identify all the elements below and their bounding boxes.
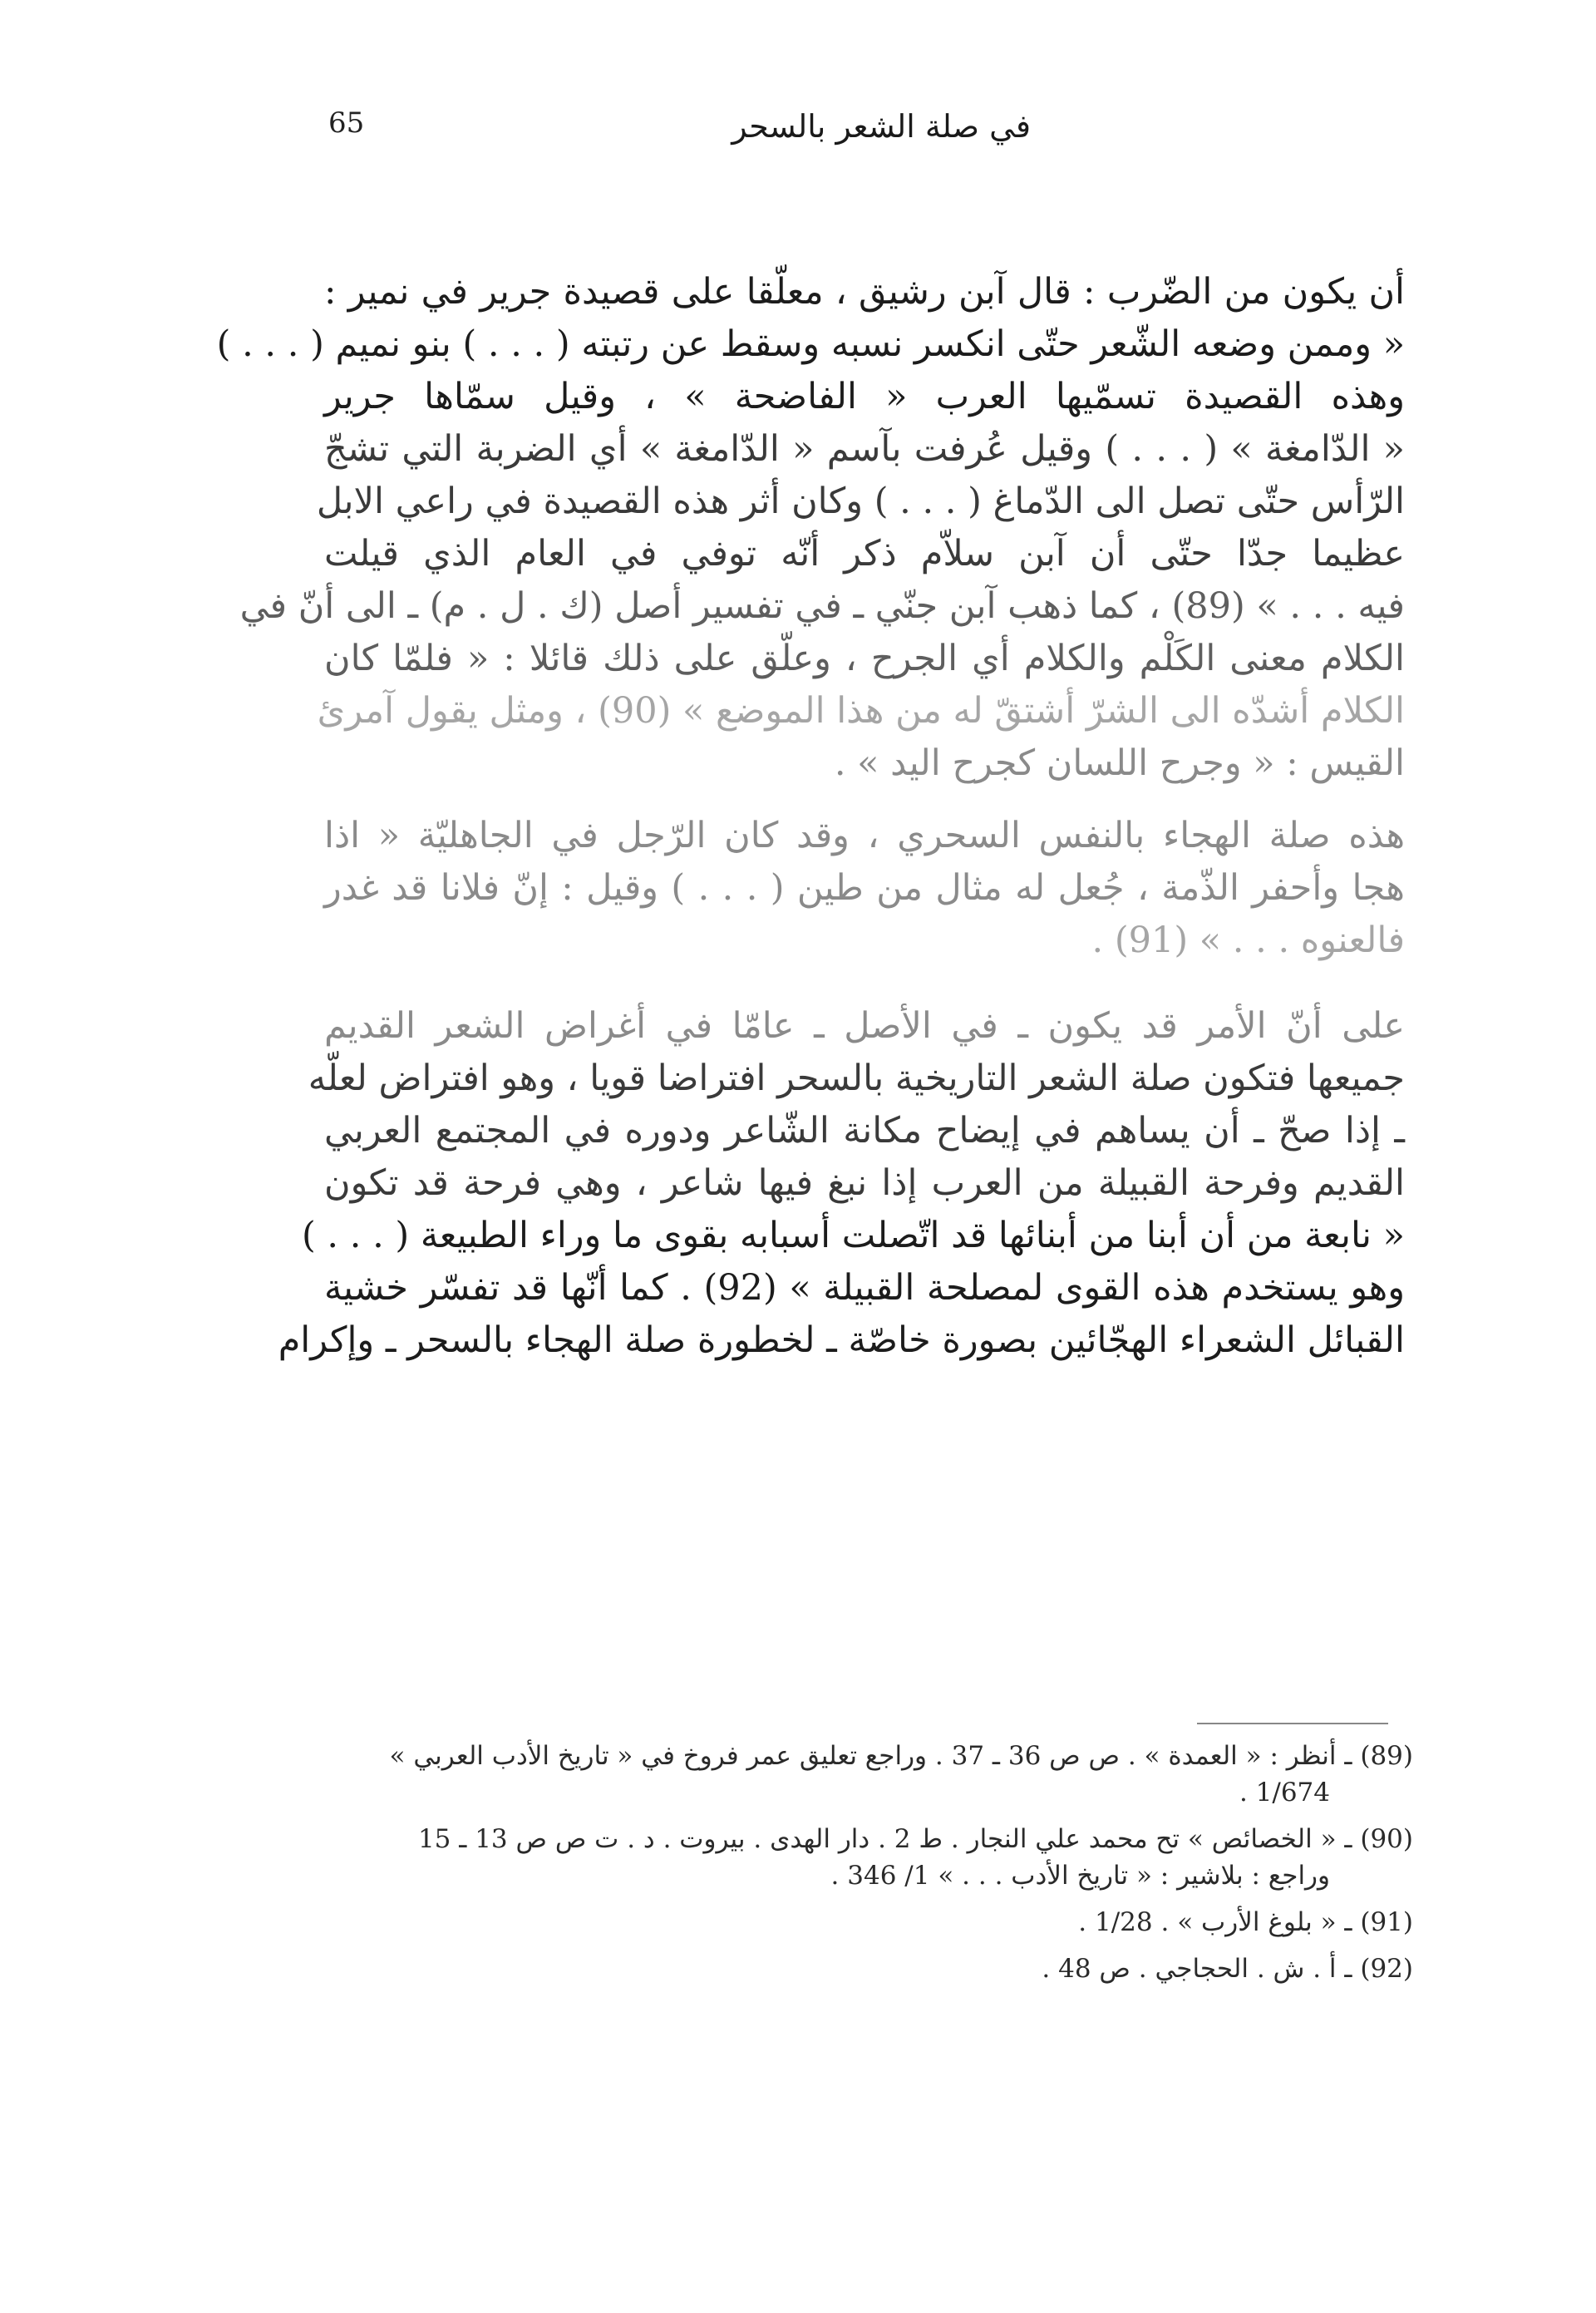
- running-head: في صلة الشعر بالسحر: [732, 108, 1031, 145]
- page-number: 65: [328, 106, 365, 140]
- paragraph-3: [278, 1000, 1405, 1367]
- body-text: [216, 266, 1405, 1367]
- footnote-91: [316, 1904, 1413, 1941]
- text-line: أن يكون من الضّرب : قال آبن رشيق ، معلّقا على قصيدة جرير في نمير :: [324, 271, 1405, 313]
- text-line: « الدّامغة » ( . . . ) وقيل عُرفت بآسم « الدّامغة » أي الضربة التي تشجّ: [324, 428, 1405, 470]
- footnote-continuation: وراجع : بلاشير : « تاريخ الأدب . . . » 1/ 346 .: [830, 1861, 1330, 1891]
- footnote-text: (91) ـ « بلوغ الأرب » . 1/28 .: [1078, 1907, 1413, 1937]
- text-line: فالعنوه . . . » (91) .: [1091, 920, 1405, 961]
- text-line: القديم وفرحة القبيلة من العرب إذا نبغ فيها شاعر ، وهي فرحة قد تكون: [324, 1162, 1405, 1204]
- text-line: « نابعة من أن أبنا من أبنائها قد اتّصلت أسبابه بقوى ما وراء الطبيعة ( . . . ): [301, 1215, 1405, 1256]
- text-line: ـ إذا صحّ ـ أن يساهم في إيضاح مكانة الشّاعر ودوره في المجتمع العربي: [324, 1110, 1405, 1152]
- footnote-continuation: 1/674 .: [1239, 1778, 1330, 1807]
- footnote-separator: [1197, 1723, 1388, 1724]
- footnote-90: [316, 1821, 1413, 1894]
- text-line: الكلام أشدّه الى الشرّ أشتقّ له من هذا الموضع » (90) ، ومثل يقول آمرئ: [317, 690, 1405, 732]
- footnote-text: (92) ـ أ . ش . الحجاجي . ص 48 .: [1042, 1954, 1413, 1984]
- text-line: جميعها فتكون صلة الشعر التاريخية بالسحر افتراضا قويا ، وهو افتراض لعلّه: [308, 1058, 1405, 1099]
- footnote-text: (89) ـ أنظر : « العمدة » . ص ص 36 ـ 37 . وراجع تعليق عمر فروخ في « تاريخ الأدب العربي »: [389, 1741, 1413, 1771]
- footnotes: [316, 1738, 1413, 1997]
- text-line: القبائل الشعراء الهجّائين بصورة خاصّة ـ لخطورة صلة الهجاء بالسحر ـ وإكرام: [278, 1319, 1405, 1361]
- text-line: هذه صلة الهجاء بالنفس السحري ، وقد كان الرّجل في الجاهليّة « اذا: [324, 815, 1405, 856]
- text-line: « وممن وضعه الشّعر حتّى انكسر نسبه وسقط عن رتبته ( . . . ) بنو نميم ( . . . ): [216, 323, 1405, 365]
- text-line: القيس : « وجرح اللسان كجرح اليد » .: [834, 742, 1405, 784]
- text-line: عظيما جدّا حتّى أن آبن سلاّم ذكر أنّه توفي في العام الذي قيلت: [324, 533, 1405, 575]
- footnote-92: [316, 1951, 1413, 1987]
- text-line: فيه . . . » (89) ، كما ذهب آبن جنّي ـ في تفسير أصل (ك . ل . م) ـ الى أنّ في: [239, 585, 1405, 627]
- paragraph-1: [216, 266, 1405, 790]
- footnote-text: (90) ـ « الخصائص » تح محمد علي النجار . ط 2 . دار الهدى . بيروت . د . ت ص ص 13 ـ 15: [417, 1824, 1413, 1854]
- text-line: على أنّ الأمر قد يكون ـ في الأصل ـ عامّا في أغراض الشعر القديم: [324, 1005, 1405, 1047]
- paragraph-2: [324, 810, 1405, 967]
- footnote-89: [316, 1738, 1413, 1811]
- text-line: هجا وأحفر الذّمة ، جُعل له مثال من طين ( . . . ) وقيل : إنّ فلانا قد غدر: [324, 867, 1405, 909]
- text-line: الرّأس حتّى تصل الى الدّماغ ( . . . ) وكان أثر هذه القصيدة في راعي الابل: [316, 481, 1405, 522]
- text-line: وهذه القصيدة تسمّيها العرب « الفاضحة » ، وقيل سمّاها جرير: [324, 376, 1405, 417]
- text-line: وهو يستخدم هذه القوى لمصلحة القبيلة » (92) . كما أنّها قد تفسّر خشية: [324, 1267, 1405, 1309]
- text-line: الكلام معنى الكَلْم والكلام أي الجرح ، وعلّق على ذلك قائلا : « فلمّا كان: [324, 638, 1405, 679]
